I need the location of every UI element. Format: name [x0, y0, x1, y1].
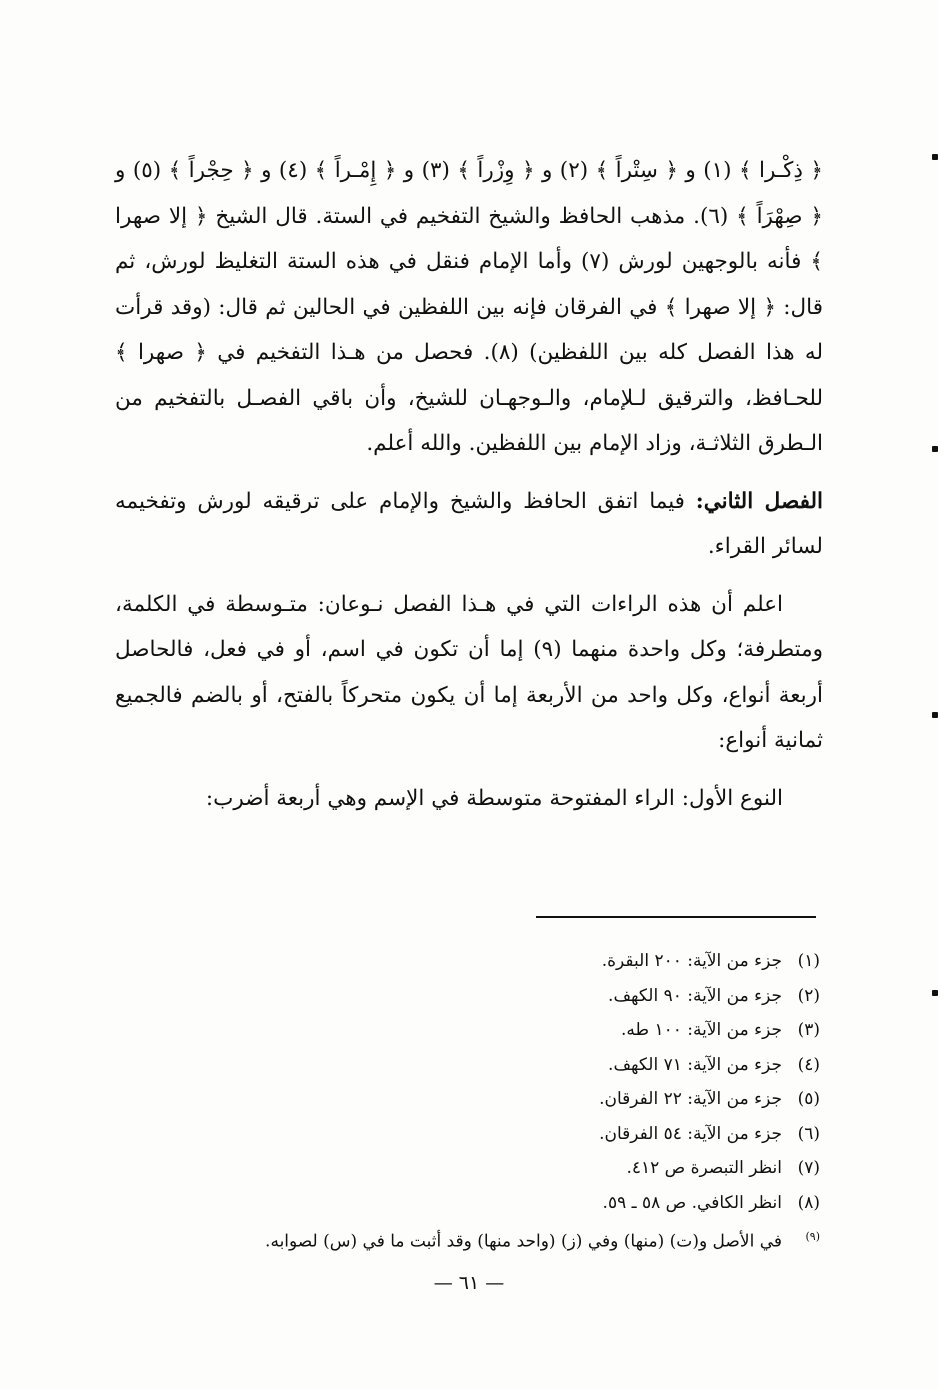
footnote-item	[120, 1082, 820, 1117]
footnote-text: جزء من الآية: ١٠٠ طه.	[621, 1020, 782, 1040]
page-number: — ٦١ —	[433, 1272, 505, 1294]
footnote-item	[120, 1048, 820, 1083]
footnote-text: جزء من الآية: ٥٤ الفرقان.	[599, 1123, 782, 1144]
footnote-number: (٧)	[797, 1158, 820, 1178]
margin-dot	[932, 446, 938, 452]
footnote-item	[120, 944, 820, 979]
footnote-item	[120, 1117, 820, 1152]
paragraph-types: اعلم أن هذه الراءات التي في هـذا الفصل نـوعان: متـوسطة في الكلمة، ومتطرفة؛ وكل واحدة منهما (٩) إما أن تكون في اسم، أو في فعل، فالحاصل أربعة أنواع، وكل واحد من الأربعة إما أن يكون متحركاً بالفتح، أو بالضم فالجميع ثمانية أنواع:	[115, 591, 823, 753]
footnote-item	[120, 1013, 820, 1048]
footnote-number: (٢)	[797, 985, 820, 1006]
footnote-text: في الأصل و(ت) (منها) وفي (ز) (واحد منها) وقد أثبت ما في (س) لصوابه.	[265, 1231, 782, 1252]
footnote-text: انظر التبصرة ص ٤١٢.	[626, 1158, 782, 1178]
page-body	[115, 148, 823, 821]
footnote-text: انظر الكافي. ص ٥٨ ـ ٥٩.	[602, 1192, 782, 1213]
margin-dot	[932, 712, 938, 718]
margin-dot	[932, 154, 938, 160]
paragraph-quranic-words: ﴿ ذِكْـرا ﴾ (١) و ﴿ سِتْراً ﴾ (٢) و ﴿ وِزْراً ﴾ (٣) و ﴿ إِمْـراً ﴾ (٤) و ﴿ حِجْراً ﴾ (٥) و ﴿ صِهْرَاً ﴾ (٦). مذهب الحافظ والشيخ التفخيم في الستة. قال الشيخ ﴿ إلا صهرا ﴾ فأنه بالوجهين لورش (٧) وأما الإمام فنقل في هذه الستة التغليظ لورش، ثم قال: ﴿ إلا صهرا ﴾ في الفرقان فإنه بين اللفظين في الحالين ثم قال: (وقد قرأت له هذا الفصل كله بين اللفظين) (٨). فحصل من هـذا التفخيم في ﴿ صهرا ﴾ للحـافظ، والترقيق لـلإمام، والـوجهـان للشيخ، وأن باقي الفصـل بالتفخيم من الـطرق الثلاثـة، وزاد الإمام بين اللفظين. والله أعلم.	[115, 158, 824, 456]
footnote-separator	[536, 916, 816, 918]
section-heading-text: فيما اتفق الحافظ والشيخ والإمام على ترقيقه لورش وتفخيمه لسائر القراء.	[115, 488, 823, 559]
footnote-text: جزء من الآية: ٢٠٠ البقرة.	[601, 951, 782, 971]
footnote-number: (٥)	[797, 1089, 820, 1109]
footnote-number: (٣)	[797, 1020, 820, 1040]
footnote-text: جزء من الآية: ٩٠ الكهف.	[608, 985, 782, 1006]
footnote-number: (٦)	[797, 1123, 820, 1144]
footnote-item	[120, 1151, 820, 1186]
footnote-item	[120, 979, 820, 1014]
footnote-number: (٤)	[797, 1054, 820, 1075]
margin-dot	[932, 990, 938, 996]
paragraph-second-section	[115, 479, 823, 570]
footnotes-list	[120, 944, 820, 1259]
footnote-number: (٩)	[805, 1230, 820, 1243]
footnote-number: (١)	[797, 951, 820, 971]
footnote-text: جزء من الآية: ٢٢ الفرقان.	[599, 1089, 782, 1109]
footnote-item	[120, 1186, 820, 1221]
paragraph-first-type: النوع الأول: الراء المفتوحة متوسطة في الإسم وهي أربعة أضرب:	[205, 785, 783, 811]
footnote-text: جزء من الآية: ٧١ الكهف.	[608, 1054, 782, 1075]
footnote-number: (٨)	[797, 1192, 820, 1213]
footnote-item	[120, 1220, 820, 1259]
section-heading: الفصل الثاني:	[695, 488, 824, 514]
